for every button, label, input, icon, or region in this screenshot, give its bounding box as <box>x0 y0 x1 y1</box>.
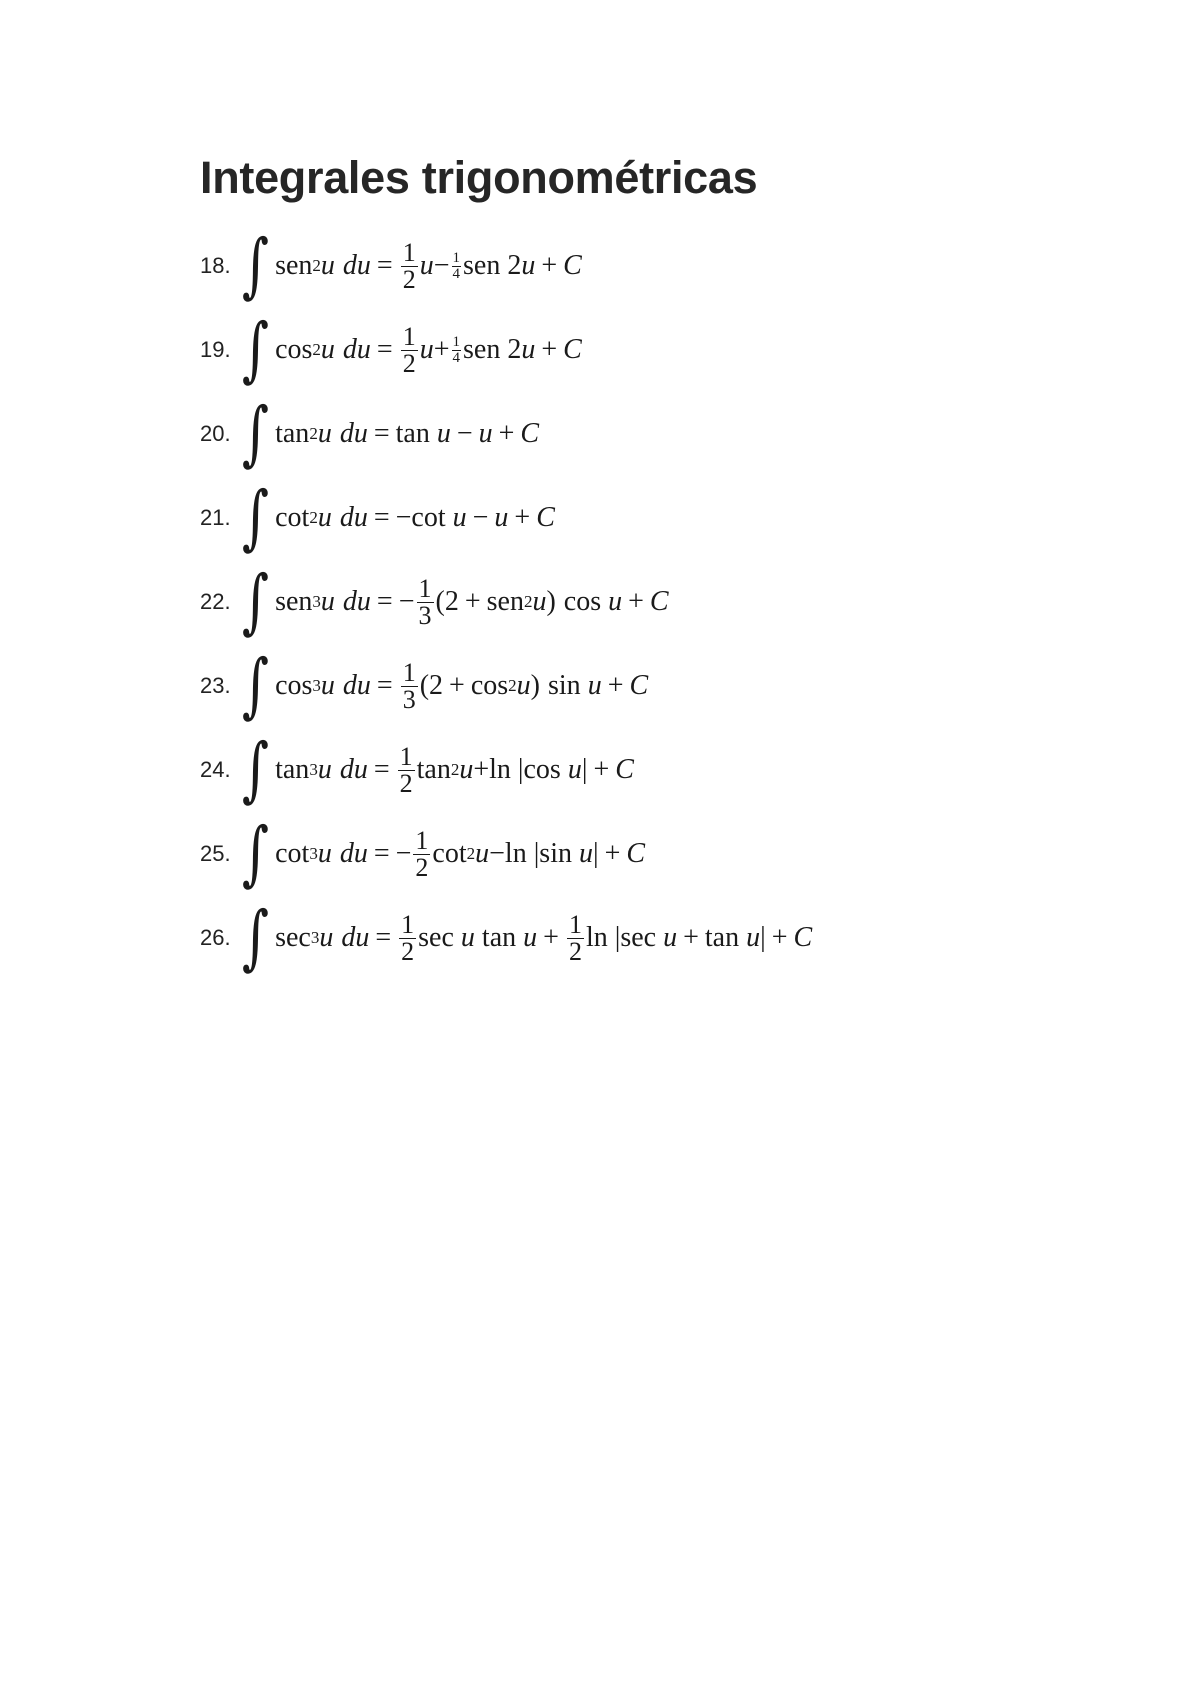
formula-expression: ∫ sen 2 u du = $\frac{1}{2}$ u − $\frac{1}{4}$ sen 2 u + C <box>242 225 582 307</box>
formula-number: 21. <box>200 505 231 530</box>
formula-21 <box>200 476 1100 560</box>
fraction: $\frac{1}{4}$ <box>452 333 461 366</box>
fraction: $\frac{1}{2}$ <box>399 741 413 798</box>
integral-sign: ∫ <box>242 225 270 307</box>
integral-sign: ∫ <box>242 729 270 811</box>
integral-sign: ∫ <box>242 309 270 391</box>
formula-19 <box>200 308 1100 392</box>
page-title: Integrales trigonométricas <box>200 152 758 203</box>
formula-23 <box>200 644 1100 728</box>
formula-expression: ∫ cos 3 u du = $\frac{1}{3}$ (2 + cos 2 u ) sin u + C <box>242 645 649 727</box>
document-page <box>200 148 1100 980</box>
formula-24 <box>200 728 1100 812</box>
formula-number: 23. <box>200 673 231 698</box>
formula-number: 22. <box>200 589 231 614</box>
fraction: $\frac{1}{2}$ <box>401 909 415 966</box>
formula-expression: ∫ cot 3 u du = − $\frac{1}{2}$ cot 2 u −ln |sin u | + C <box>242 813 646 895</box>
formula-expression: ∫ sec 3 u du = $\frac{1}{2}$ sec u tan u + $\frac{1}{2}$ ln |sec u + tan u | + C <box>242 897 813 979</box>
formula-expression: ∫ sen 3 u du = − $\frac{1}{3}$ (2 + sen 2 u ) cos u + C <box>242 561 669 643</box>
formula-22 <box>200 560 1100 644</box>
formula-number: 24. <box>200 757 231 782</box>
fraction: $\frac{1}{3}$ <box>418 573 432 630</box>
integral-sign: ∫ <box>242 897 270 979</box>
formula-number: 25. <box>200 841 231 866</box>
integral-sign: ∫ <box>242 393 270 475</box>
integral-sign: ∫ <box>242 477 270 559</box>
fraction: $\frac{1}{2}$ <box>415 825 429 882</box>
formula-18 <box>200 224 1100 308</box>
formula-number: 20. <box>200 421 231 446</box>
fraction: $\frac{1}{2}$ <box>568 909 582 966</box>
integral-sign: ∫ <box>242 813 270 895</box>
formula-number: 19. <box>200 337 231 362</box>
fraction: $\frac{1}{2}$ <box>402 237 416 294</box>
integral-sign: ∫ <box>242 645 270 727</box>
formula-25 <box>200 812 1100 896</box>
formula-number: 18. <box>200 253 231 278</box>
formula-26 <box>200 896 1100 980</box>
fraction: $\frac{1}{2}$ <box>402 321 416 378</box>
formula-20 <box>200 392 1100 476</box>
formula-expression: ∫ cos 2 u du = $\frac{1}{2}$ u + $\frac{1}{4}$ sen 2 u + C <box>242 309 582 391</box>
formula-expression: ∫ tan 3 u du = $\frac{1}{2}$ tan 2 u +ln |cos u | + C <box>242 729 634 811</box>
formula-expression: ∫ cot 2 u du = −cot u − u + C <box>242 477 555 559</box>
formula-expression: ∫ tan 2 u du = tan u − u + C <box>242 393 540 475</box>
fraction: $\frac{1}{3}$ <box>402 657 416 714</box>
integral-sign: ∫ <box>242 561 270 643</box>
formula-number: 26. <box>200 925 231 950</box>
fraction: $\frac{1}{4}$ <box>452 249 461 282</box>
